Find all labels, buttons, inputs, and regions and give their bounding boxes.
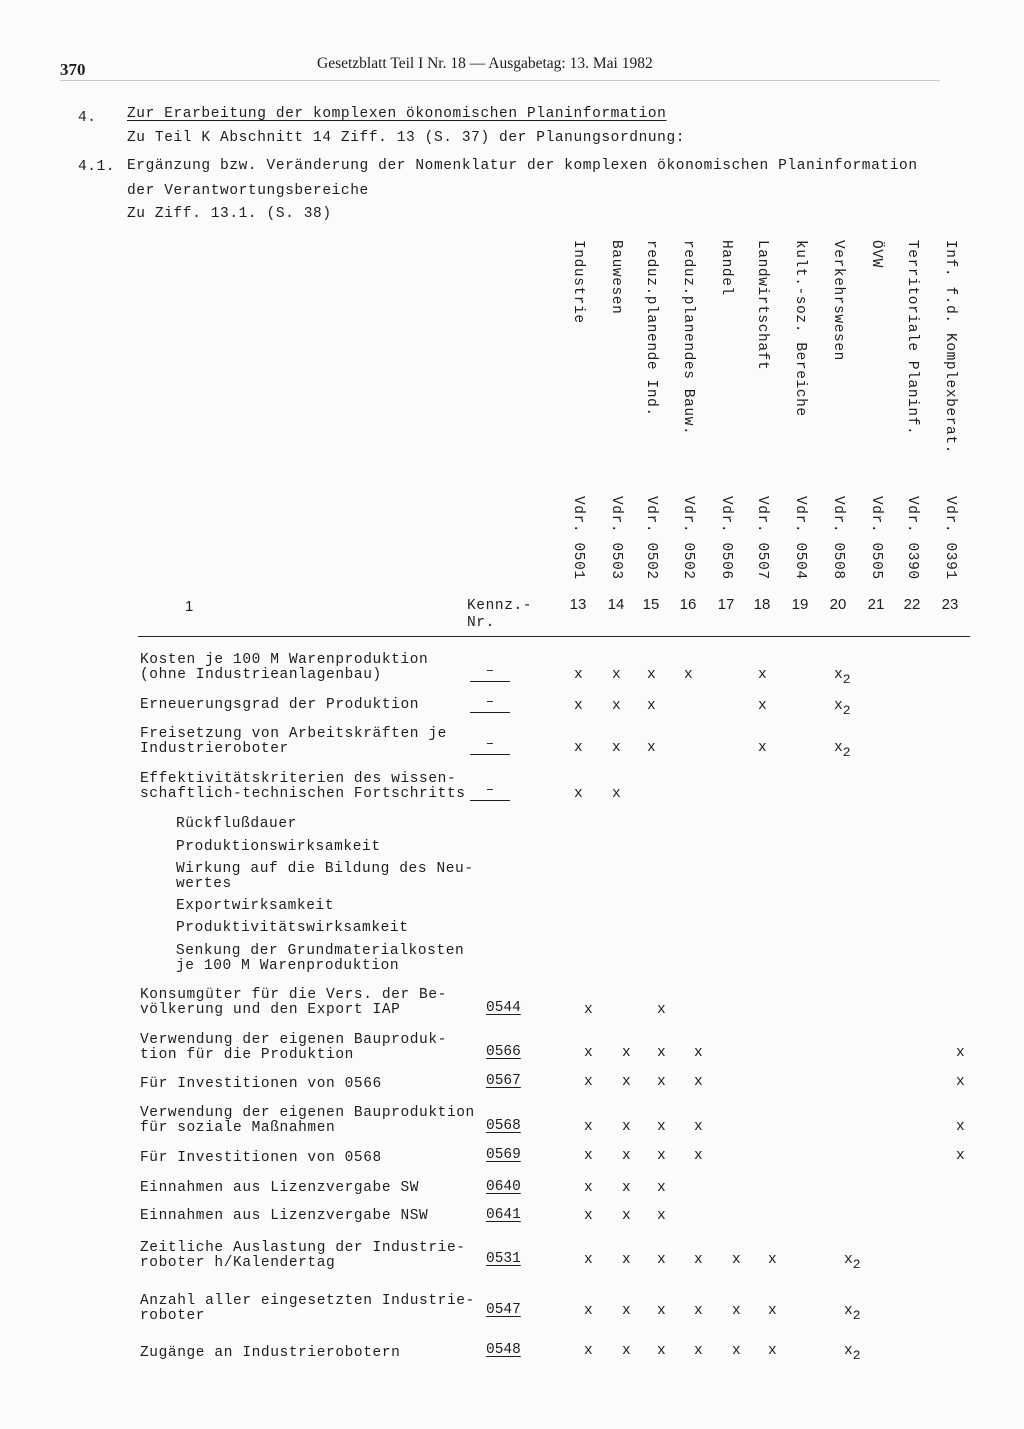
table-mark: x [732, 1343, 741, 1359]
kennz-number: 0567 [486, 1073, 521, 1089]
column-vdr: Vdr. 0390 [904, 496, 920, 580]
column-vdr: Vdr. 0506 [718, 496, 734, 580]
kennz-dash: – [470, 738, 510, 755]
table-mark: x [657, 1002, 666, 1018]
section-number: 4. [78, 110, 97, 126]
section-heading: Zur Erarbeitung der komplexen ökonomischen Planinformation [127, 106, 667, 122]
table-header-rule [138, 636, 970, 637]
table-mark: x [768, 1303, 777, 1319]
table-mark: x [956, 1119, 965, 1135]
table-mark: x [622, 1180, 631, 1196]
column-name: Landwirtschaft [754, 240, 770, 371]
criterion-sub-item: Produktionswirksamkeit [176, 839, 381, 855]
table-mark: x [647, 698, 656, 714]
column-vdr: Vdr. 0507 [754, 496, 770, 580]
table-mark: x [584, 1252, 593, 1268]
first-column-number: 1 [185, 598, 194, 615]
table-mark: x [694, 1074, 703, 1090]
column-vdr: Vdr. 0508 [830, 496, 846, 580]
table-mark: x [694, 1045, 703, 1061]
row-label: Freisetzung von Arbeitskräften je Industrieroboter [140, 726, 447, 757]
table-mark: x [584, 1343, 593, 1359]
kennz-number: 0568 [486, 1118, 521, 1134]
table-mark: x [584, 1002, 593, 1018]
table-mark: x [694, 1148, 703, 1164]
table-mark: x [584, 1074, 593, 1090]
table-mark: x [574, 740, 583, 756]
table-mark: x [584, 1208, 593, 1224]
column-number: 22 [903, 596, 921, 613]
table-mark: x [612, 740, 621, 756]
table-mark: x [622, 1045, 631, 1061]
table-mark: x [768, 1252, 777, 1268]
kennz-number: 0548 [486, 1342, 521, 1358]
row-label: Kosten je 100 M Warenproduktion (ohne Industrieanlagenbau) [140, 652, 429, 683]
table-mark: x [647, 740, 656, 756]
table-mark: x [956, 1045, 965, 1061]
criterion-sub-item: Rückflußdauer [176, 816, 297, 832]
table-mark: x [694, 1252, 703, 1268]
kennz-number: 0569 [486, 1147, 521, 1163]
table-mark: x [574, 698, 583, 714]
table-mark: x [657, 1119, 666, 1135]
kennz-dash: – [470, 665, 510, 682]
table-mark: x [758, 667, 767, 683]
column-number: 20 [829, 596, 847, 613]
table-mark: x [684, 667, 693, 683]
kennz-header: Kennz.- Nr. [467, 598, 533, 631]
criterion-sub-item: Wirkung auf die Bildung des Neu- wertes [176, 861, 474, 892]
table-mark: x [622, 1119, 631, 1135]
table-mark: x [622, 1303, 631, 1319]
column-number: 21 [867, 596, 885, 613]
table-mark: x [758, 698, 767, 714]
criterion-sub-item: Exportwirksamkeit [176, 898, 335, 914]
row-label: Verwendung der eigenen Bauproduktion für soziale Maßnahmen [140, 1105, 475, 1136]
column-name: kult.-soz. Bereiche [792, 240, 808, 417]
column-vdr: Vdr. 0504 [792, 496, 808, 580]
table-mark: x [956, 1148, 965, 1164]
column-vdr: Vdr. 0391 [942, 496, 958, 580]
table-mark: x [612, 786, 621, 802]
kennz-dash: – [470, 784, 510, 801]
column-number: 16 [679, 596, 697, 613]
table-mark: x [584, 1180, 593, 1196]
table-mark: $x_2$ [844, 1343, 861, 1363]
table-mark: $x_2$ [834, 698, 851, 718]
subsection-line: der Verantwortungsbereiche [127, 183, 369, 199]
row-label: Effektivitätskriterien des wissen- schaftlich-technischen Fortschritts [140, 771, 466, 802]
table-mark: x [657, 1343, 666, 1359]
column-name: Verkehrswesen [830, 240, 846, 361]
kennz-dash: – [470, 696, 510, 713]
column-name: Bauwesen [608, 240, 624, 315]
row-label: Für Investitionen von 0566 [140, 1076, 382, 1092]
kennz-number: 0641 [486, 1207, 521, 1223]
table-mark: x [657, 1148, 666, 1164]
table-mark: x [622, 1252, 631, 1268]
column-name: reduz.planendes Bauw. [680, 240, 696, 436]
table-mark: x [622, 1148, 631, 1164]
row-label: Verwendung der eigenen Bauproduk- tion für die Produktion [140, 1032, 447, 1063]
table-mark: x [647, 667, 656, 683]
column-name: Industrie [570, 240, 586, 324]
gazette-header: Gesetzblatt Teil I Nr. 18 — Ausgabetag: 13. Mai 1982 [317, 55, 653, 72]
table-mark: x [584, 1045, 593, 1061]
column-name: Inf. f.d. Komplexberat. [942, 240, 958, 454]
column-vdr: Vdr. 0505 [868, 496, 884, 580]
row-label: Einnahmen aus Lizenzvergabe NSW [140, 1208, 429, 1224]
table-mark: x [584, 1303, 593, 1319]
column-vdr: Vdr. 0501 [570, 496, 586, 580]
table-mark: x [657, 1074, 666, 1090]
table-mark: x [732, 1252, 741, 1268]
table-mark: x [622, 1208, 631, 1224]
table-mark: x [694, 1343, 703, 1359]
criterion-sub-item: Senkung der Grundmaterialkosten je 100 M Warenproduktion [176, 943, 465, 974]
table-mark: x [574, 667, 583, 683]
table-mark: x [694, 1119, 703, 1135]
table-mark: x [574, 786, 583, 802]
kennz-number: 0544 [486, 1000, 521, 1016]
table-mark: x [657, 1045, 666, 1061]
subsection-number: 4.1. [78, 159, 116, 175]
table-mark: x [657, 1208, 666, 1224]
row-label: Zeitliche Auslastung der Industrie- roboter h/Kalendertag [140, 1240, 466, 1271]
column-vdr: Vdr. 0502 [680, 496, 696, 580]
column-name: Handel [718, 240, 734, 296]
page-number: 370 [60, 60, 86, 79]
row-label: Einnahmen aus Lizenzvergabe SW [140, 1180, 420, 1196]
table-mark: $x_2$ [844, 1252, 861, 1272]
criterion-sub-item: Produktivitätswirksamkeit [176, 920, 409, 936]
column-number: 15 [642, 596, 660, 613]
column-name: ÖVW [868, 240, 884, 268]
table-mark: x [694, 1303, 703, 1319]
row-label: Für Investitionen von 0568 [140, 1150, 382, 1166]
table-mark: x [584, 1148, 593, 1164]
table-mark: x [732, 1303, 741, 1319]
section-subheading: Zu Teil K Abschnitt 14 Ziff. 13 (S. 37) der Planungsordnung: [127, 130, 686, 146]
header-rule [60, 80, 940, 81]
table-mark: $x_2$ [834, 667, 851, 687]
table-mark: $x_2$ [844, 1303, 861, 1323]
column-name: reduz.planende Ind. [643, 240, 659, 417]
column-number: 18 [753, 596, 771, 613]
kennz-number: 0640 [486, 1179, 521, 1195]
column-number: 14 [607, 596, 625, 613]
table-mark: $x_2$ [834, 740, 851, 760]
row-label: Zugänge an Industrierobotern [140, 1345, 401, 1361]
table-mark: x [657, 1180, 666, 1196]
kennz-number: 0566 [486, 1044, 521, 1060]
column-number: 13 [569, 596, 587, 613]
row-label: Konsumgüter für die Vers. der Be- völkerung und den Export IAP [140, 987, 447, 1018]
table-mark: x [612, 667, 621, 683]
table-mark: x [657, 1303, 666, 1319]
table-mark: x [768, 1343, 777, 1359]
subsection-line: Ergänzung bzw. Veränderung der Nomenklatur der komplexen ökonomischen Planinformation [127, 158, 918, 174]
row-label: Erneuerungsgrad der Produktion [140, 697, 420, 713]
column-number: 23 [941, 596, 959, 613]
table-mark: x [758, 740, 767, 756]
column-name: Territoriale Planinf. [904, 240, 920, 436]
column-number: 19 [791, 596, 809, 613]
table-mark: x [622, 1343, 631, 1359]
table-mark: x [956, 1074, 965, 1090]
subsection-line: Zu Ziff. 13.1. (S. 38) [127, 206, 332, 222]
kennz-number: 0531 [486, 1251, 521, 1267]
table-mark: x [612, 698, 621, 714]
table-mark: x [657, 1252, 666, 1268]
row-label: Anzahl aller eingesetzten Industrie- roboter [140, 1293, 475, 1324]
table-mark: x [622, 1074, 631, 1090]
column-number: 17 [717, 596, 735, 613]
table-mark: x [584, 1119, 593, 1135]
column-vdr: Vdr. 0503 [608, 496, 624, 580]
kennz-number: 0547 [486, 1302, 521, 1318]
column-vdr: Vdr. 0502 [643, 496, 659, 580]
